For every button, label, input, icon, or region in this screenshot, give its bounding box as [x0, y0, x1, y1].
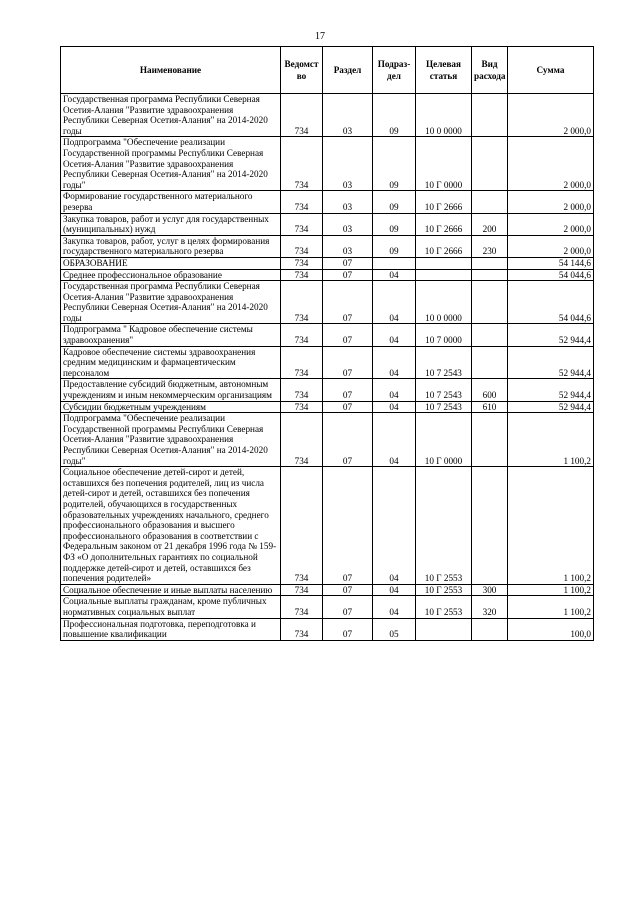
cell-expense-type	[472, 191, 508, 213]
cell-name: Подпрограмма "Обеспечение реализации Государственной программы Республики Северная Осетия-Алания "Развитие здравоохранения Республики Северная Осетия-Алания" на 2014-2020 годы"	[61, 137, 281, 191]
cell-subsection: 04	[373, 467, 416, 585]
cell-dept: 734	[281, 257, 323, 269]
cell-name: Подпрограмма "Обеспечение реализации Государственной программы Республики Северная Осетия-Алания "Развитие здравоохранения Республики Северная Осетия-Алания" на 2014-2020 годы"	[61, 413, 281, 467]
cell-section: 03	[323, 191, 373, 213]
cell-amount: 1 100,2	[508, 596, 594, 618]
cell-name: Субсидии бюджетным учреждениям	[61, 401, 281, 413]
cell-section: 07	[323, 467, 373, 585]
header-amount: Сумма	[508, 47, 594, 94]
cell-section: 07	[323, 281, 373, 324]
cell-expense-type: 300	[472, 584, 508, 596]
table-row	[61, 94, 594, 137]
cell-section: 07	[323, 596, 373, 618]
cell-subsection: 04	[373, 324, 416, 346]
cell-target	[416, 618, 472, 640]
budget-table	[60, 46, 594, 641]
cell-amount: 2 000,0	[508, 137, 594, 191]
cell-target: 10 7 2543	[416, 379, 472, 401]
table-row	[61, 467, 594, 585]
table-row	[61, 281, 594, 324]
cell-amount: 52 944,4	[508, 324, 594, 346]
cell-dept: 734	[281, 213, 323, 235]
cell-section: 07	[323, 346, 373, 379]
cell-target: 10 Г 2553	[416, 467, 472, 585]
cell-target: 10 Г 2553	[416, 596, 472, 618]
cell-amount: 1 100,2	[508, 584, 594, 596]
header-subsection: Подраз- дел	[373, 47, 416, 94]
cell-target: 10 Г 2666	[416, 235, 472, 257]
cell-section: 07	[323, 269, 373, 281]
cell-section: 07	[323, 413, 373, 467]
cell-name: Профессиональная подготовка, переподготовка и повышение квалификации	[61, 618, 281, 640]
cell-subsection: 04	[373, 379, 416, 401]
cell-subsection: 09	[373, 235, 416, 257]
cell-dept: 734	[281, 137, 323, 191]
cell-subsection: 04	[373, 413, 416, 467]
cell-subsection: 09	[373, 137, 416, 191]
cell-amount: 2 000,0	[508, 235, 594, 257]
cell-section: 07	[323, 584, 373, 596]
cell-dept: 734	[281, 235, 323, 257]
cell-expense-type	[472, 269, 508, 281]
cell-target: 10 0 0000	[416, 94, 472, 137]
header-row	[61, 47, 594, 94]
cell-amount: 2 000,0	[508, 94, 594, 137]
cell-expense-type: 200	[472, 213, 508, 235]
table-row	[61, 213, 594, 235]
cell-amount: 2 000,0	[508, 213, 594, 235]
cell-dept: 734	[281, 324, 323, 346]
cell-amount: 54 044,6	[508, 281, 594, 324]
cell-target: 10 7 0000	[416, 324, 472, 346]
cell-amount: 54 144,6	[508, 257, 594, 269]
cell-dept: 734	[281, 94, 323, 137]
table-row	[61, 401, 594, 413]
cell-target: 10 Г 0000	[416, 137, 472, 191]
cell-section: 07	[323, 257, 373, 269]
cell-section: 03	[323, 213, 373, 235]
table-row	[61, 346, 594, 379]
cell-target: 10 Г 2666	[416, 191, 472, 213]
table-row	[61, 584, 594, 596]
cell-subsection: 04	[373, 401, 416, 413]
cell-name: ОБРАЗОВАНИЕ	[61, 257, 281, 269]
cell-subsection: 04	[373, 346, 416, 379]
cell-name: Государственная программа Республики Северная Осетия-Алания "Развитие здравоохранения Республики Северная Осетия-Алания" на 2014-2020 годы	[61, 281, 281, 324]
cell-expense-type	[472, 467, 508, 585]
cell-target: 10 0 0000	[416, 281, 472, 324]
cell-dept: 734	[281, 191, 323, 213]
cell-dept: 734	[281, 346, 323, 379]
header-name: Наименование	[61, 47, 281, 94]
cell-section: 07	[323, 618, 373, 640]
cell-section: 03	[323, 137, 373, 191]
cell-expense-type	[472, 618, 508, 640]
cell-name: Государственная программа Республики Северная Осетия-Алания "Развитие здравоохранения Республики Северная Осетия-Алания" на 2014-2020 годы	[61, 94, 281, 137]
cell-dept: 734	[281, 401, 323, 413]
cell-subsection: 04	[373, 269, 416, 281]
cell-amount: 2 000,0	[508, 191, 594, 213]
cell-name: Кадровое обеспечение системы здравоохранения средним медицинским и фармацевтическим персоналом	[61, 346, 281, 379]
table-row	[61, 596, 594, 618]
table-row	[61, 137, 594, 191]
header-dept: Ведомст во	[281, 47, 323, 94]
cell-name: Социальные выплаты гражданам, кроме публичных нормативных социальных выплат	[61, 596, 281, 618]
cell-amount: 54 044,6	[508, 269, 594, 281]
cell-expense-type: 600	[472, 379, 508, 401]
cell-target: 10 Г 2553	[416, 584, 472, 596]
cell-dept: 734	[281, 596, 323, 618]
cell-subsection: 04	[373, 584, 416, 596]
cell-section: 03	[323, 94, 373, 137]
table-row	[61, 257, 594, 269]
table-row	[61, 324, 594, 346]
cell-dept: 734	[281, 467, 323, 585]
cell-dept: 734	[281, 281, 323, 324]
cell-expense-type: 610	[472, 401, 508, 413]
cell-expense-type: 320	[472, 596, 508, 618]
cell-name: Формирование государственного материального резерва	[61, 191, 281, 213]
cell-amount: 1 100,2	[508, 467, 594, 585]
cell-subsection: 09	[373, 94, 416, 137]
cell-expense-type: 230	[472, 235, 508, 257]
cell-name: Социальное обеспечение детей-сирот и детей, оставшихся без попечения родителей, лиц из числа детей-сирот и детей, оставшихся без попечения родителей, обучающихся в государственных образовательных учреждениях начального, среднего профессионального образования и высшего профессионального образования в соответствии с Федеральным законом от 21 декабря 1996 года № 159-ФЗ «О дополнительных гарантиях по социальной поддержке детей-сирот и детей, оставшихся без попечения родителей»	[61, 467, 281, 585]
table-row	[61, 379, 594, 401]
cell-target	[416, 257, 472, 269]
cell-name: Закупка товаров, работ, услуг в целях формирования государственного материального резерва	[61, 235, 281, 257]
cell-target: 10 7 2543	[416, 401, 472, 413]
cell-name: Предоставление субсидий бюджетным, автономным учреждениям и иным некоммерческим организациям	[61, 379, 281, 401]
cell-expense-type	[472, 94, 508, 137]
cell-name: Закупка товаров, работ и услуг для государственных (муниципальных) нужд	[61, 213, 281, 235]
cell-dept: 734	[281, 413, 323, 467]
cell-section: 07	[323, 401, 373, 413]
cell-subsection: 09	[373, 213, 416, 235]
header-section: Раздел	[323, 47, 373, 94]
table-row	[61, 235, 594, 257]
page-number: 17	[315, 31, 325, 42]
cell-amount: 52 944,4	[508, 401, 594, 413]
table-row	[61, 269, 594, 281]
cell-expense-type	[472, 324, 508, 346]
cell-subsection: 04	[373, 596, 416, 618]
cell-amount: 100,0	[508, 618, 594, 640]
cell-amount: 1 100,2	[508, 413, 594, 467]
table-row	[61, 413, 594, 467]
cell-section: 07	[323, 324, 373, 346]
cell-amount: 52 944,4	[508, 346, 594, 379]
cell-target	[416, 269, 472, 281]
cell-dept: 734	[281, 584, 323, 596]
cell-section: 03	[323, 235, 373, 257]
cell-subsection: 09	[373, 191, 416, 213]
cell-target: 10 Г 0000	[416, 413, 472, 467]
cell-dept: 734	[281, 269, 323, 281]
cell-expense-type	[472, 137, 508, 191]
cell-expense-type	[472, 257, 508, 269]
cell-amount: 52 944,4	[508, 379, 594, 401]
cell-subsection	[373, 257, 416, 269]
cell-dept: 734	[281, 379, 323, 401]
cell-name: Подпрограмма " Кадровое обеспечение системы здравоохранения"	[61, 324, 281, 346]
table-row	[61, 191, 594, 213]
cell-name: Среднее профессиональное образование	[61, 269, 281, 281]
table-row	[61, 618, 594, 640]
cell-target: 10 7 2543	[416, 346, 472, 379]
header-expense-type: Вид расхода	[472, 47, 508, 94]
cell-expense-type	[472, 346, 508, 379]
cell-expense-type	[472, 281, 508, 324]
cell-dept: 734	[281, 618, 323, 640]
cell-section: 07	[323, 379, 373, 401]
header-target: Целевая статья	[416, 47, 472, 94]
cell-subsection: 04	[373, 281, 416, 324]
cell-name: Социальное обеспечение и иные выплаты населению	[61, 584, 281, 596]
cell-subsection: 05	[373, 618, 416, 640]
cell-target: 10 Г 2666	[416, 213, 472, 235]
cell-expense-type	[472, 413, 508, 467]
